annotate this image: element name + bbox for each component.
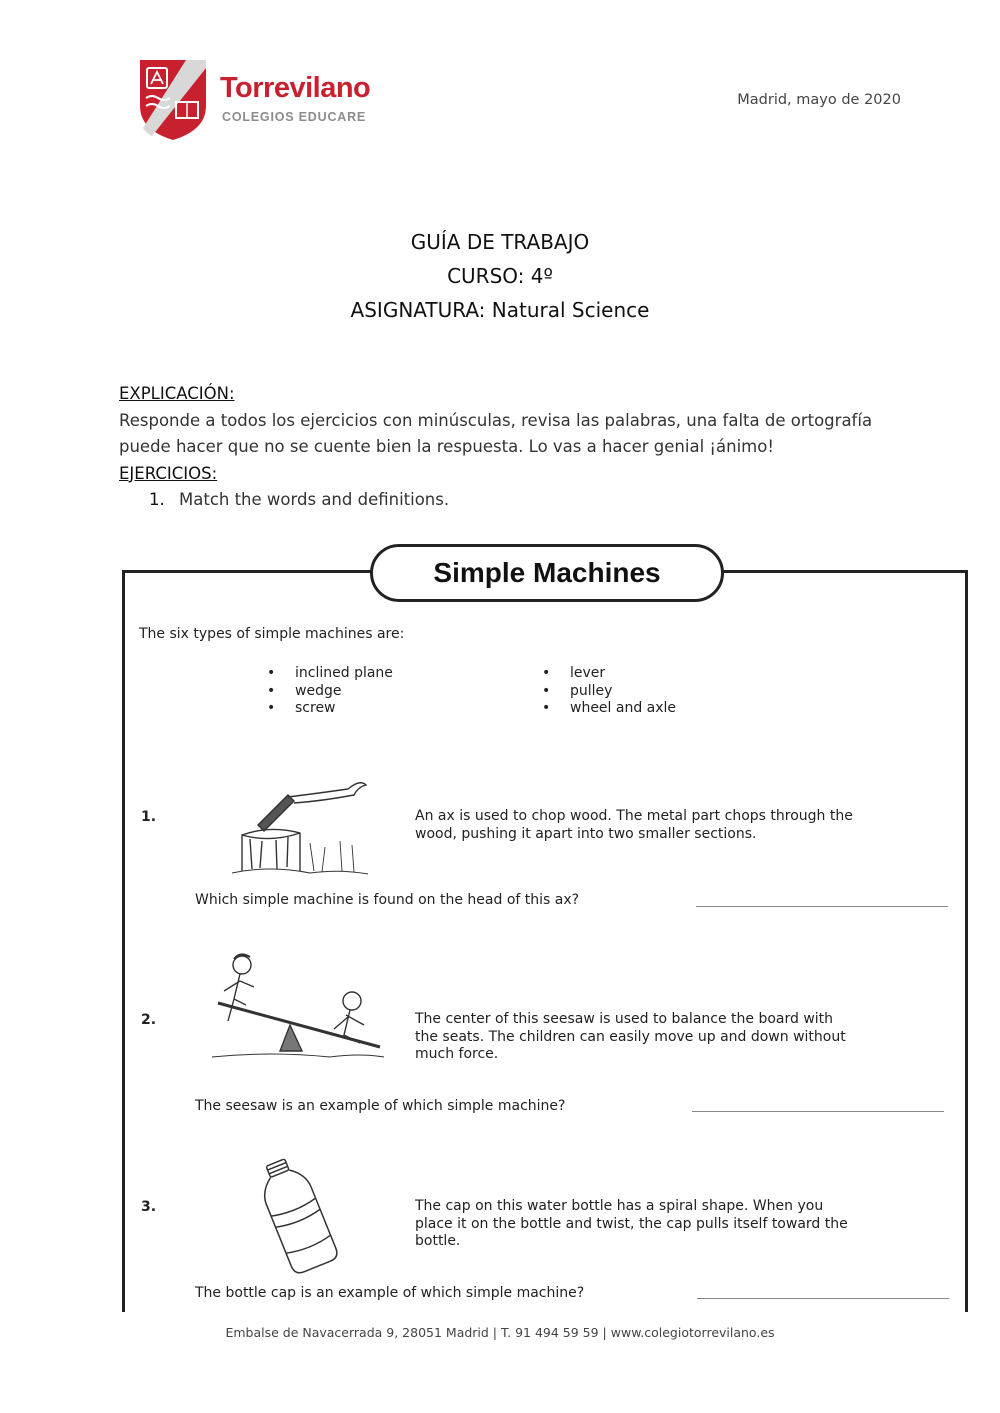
document-date: Madrid, mayo de 2020 xyxy=(737,92,901,108)
exercise-text: Match the words and definitions. xyxy=(179,490,450,509)
machine-types-right xyxy=(542,665,676,718)
exercise-number: 1. xyxy=(149,490,165,509)
question-description: An ax is used to chop wood. The metal part chops through the wood, pushing it apart into two smaller sections. xyxy=(415,808,853,842)
seesaw-children-icon xyxy=(210,951,385,1061)
list-item: • lever xyxy=(542,665,676,683)
simple-machines-worksheet xyxy=(122,557,968,1312)
logo-subtitle: COLEGIOS EDUCARE xyxy=(222,110,367,124)
answer-line[interactable] xyxy=(692,1111,944,1112)
water-bottle-icon xyxy=(243,1156,353,1274)
question-number: 1. xyxy=(141,809,157,825)
machine-types-left xyxy=(267,665,393,718)
explanation-block xyxy=(119,381,899,514)
question-number: 2. xyxy=(141,1012,157,1028)
question-prompt: The bottle cap is an example of which simple machine? xyxy=(195,1285,585,1301)
exercise-item xyxy=(149,487,899,514)
answer-line[interactable] xyxy=(696,906,948,907)
school-logo xyxy=(138,58,378,144)
answer-line[interactable] xyxy=(697,1298,949,1299)
question-prompt: Which simple machine is found on the head of this ax? xyxy=(195,892,580,908)
document-titles xyxy=(0,228,1000,330)
explanation-heading: EXPLICACIÓN: xyxy=(119,384,235,403)
question-description: The cap on this water bottle has a spiral shape. When you place it on the bottle and twist, the cap pulls itself toward the bottle. xyxy=(415,1198,848,1249)
explanation-text: Responde a todos los ejercicios con minúsculas, revisa las palabras, una falta de ortografía puede hacer que no se cuente bien la respuesta. Lo vas a hacer genial ¡ánimo! xyxy=(119,410,873,456)
list-item: • inclined plane xyxy=(267,665,393,683)
page-footer: Embalse de Navacerrada 9, 28051 Madrid | T. 91 494 59 59 | www.colegiotorrevilano.es xyxy=(225,1325,775,1340)
question-prompt: The seesaw is an example of which simple machine? xyxy=(195,1098,566,1114)
list-item: • screw xyxy=(267,700,393,718)
school-shield-icon xyxy=(138,58,208,142)
logo-name: Torrevilano xyxy=(220,72,371,104)
question-number: 3. xyxy=(141,1199,157,1215)
worksheet-title: Simple Machines xyxy=(370,544,724,602)
question-description: The center of this seesaw is used to balance the board with the seats. The children can easily move up and down without much force. xyxy=(415,1011,846,1062)
exercises-heading: EJERCICIOS: xyxy=(119,463,218,483)
list-item: • wheel and axle xyxy=(542,700,676,718)
title-subject: ASIGNATURA: Natural Science xyxy=(350,298,650,322)
list-item: • pulley xyxy=(542,683,676,701)
list-item: • wedge xyxy=(267,683,393,701)
title-guide: GUÍA DE TRABAJO xyxy=(410,230,590,254)
ax-in-stump-icon xyxy=(230,773,370,878)
worksheet-intro: The six types of simple machines are: xyxy=(139,626,405,642)
title-course: CURSO: 4º xyxy=(447,264,553,288)
